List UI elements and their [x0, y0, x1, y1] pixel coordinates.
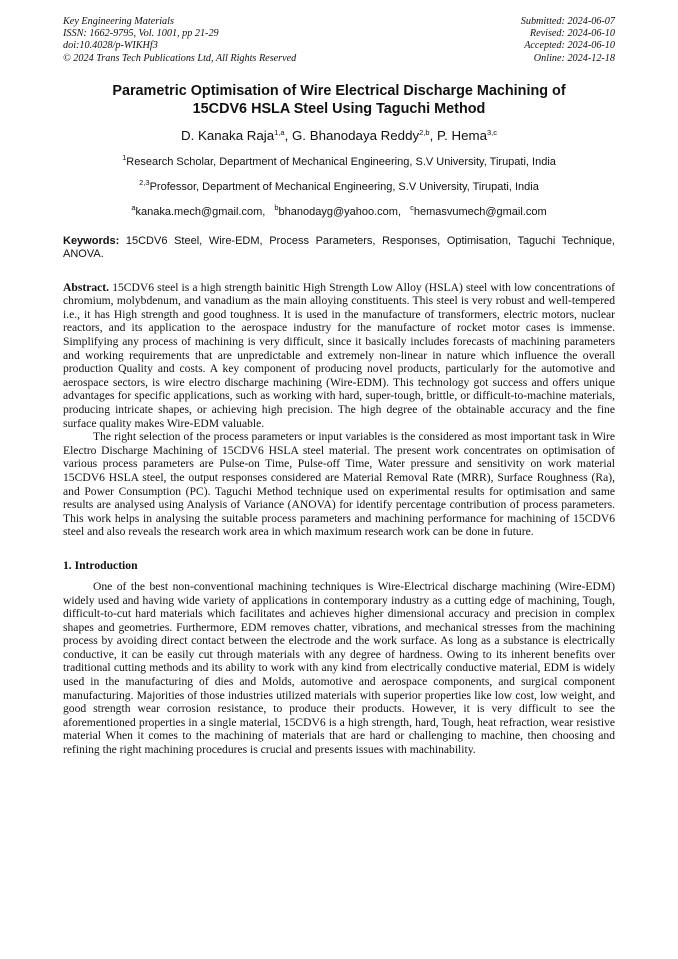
author-name: G. Bhanodaya Reddy [291, 127, 420, 143]
author-sup: 1,a [274, 127, 285, 137]
journal-copyright: © 2024 Trans Tech Publications Ltd, All Rights Reserved [63, 52, 297, 64]
journal-name: Key Engineering Materials [63, 16, 174, 27]
publication-dates [521, 16, 615, 65]
affiliation-sup: 1 [122, 152, 127, 162]
abstract-label: Abstract. [63, 280, 110, 294]
journal-doi[interactable]: doi:10.4028/p-WIKHf3 [63, 40, 158, 52]
affiliation-text: Research Scholar, Department of Mechanical Engineering, S.V University, Tirupati, India [126, 155, 556, 168]
paper-title [63, 82, 615, 118]
journal-info [63, 16, 296, 65]
paper-page [63, 16, 615, 757]
author-sup: 2,b [419, 127, 430, 137]
affiliation-sup: 2,3 [139, 177, 150, 187]
date-revised: Revised: 2024-06-10 [529, 28, 615, 40]
title-line-2: 15CDV6 HSLA Steel Using Taguchi Method [192, 100, 486, 117]
section-heading-introduction: 1. Introduction [63, 558, 138, 572]
keywords [63, 235, 615, 262]
date-submitted: Submitted: 2024-06-07 [520, 16, 615, 27]
abstract-text: 15CDV6 steel is a high strength bainitic High Strength Low Alloy (HSLA) steel with low concentrations of chromium, molybdenum, and vanadium as the main alloying constituents. This steel is very robust and well-tempered i.e., it has High strength and good toughness. It is used in the manufacture of transformers, electric motors, nuclear reactors, and its application to the aerospace industry for the manufacture of rocket motor cases is immense. Simplifying any process of machining is very difficult, since it basically includes forecasts of machining parameters and working requirements that are unpredictable and extremely non-linear in nature which influence the overall production Quality and costs. A key component of producing novel products, particularly for the automotive and aerospace sectors, is wire electro discharge machining (Wire-EDM). This technology got success and offers unique advantages for specific applications, such as working with hard, super-tough, brittle, or difficult-to-machine materials, producing intricate shapes, or achieving high precision. The high degree of the obtainable accuracy and the fine surface quality makes Wire-EDM valuable. [63, 280, 615, 430]
affiliation [63, 176, 615, 194]
email-sup: a [131, 202, 136, 212]
author-sep: , [284, 127, 292, 143]
introduction-paragraph: One of the best non-conventional machining techniques is Wire-Electrical discharge machining (Wire-EDM) widely used and having wide variety of applications in contemporary industry as a cutting edge of machining, Tough, difficult-to-cut hard materials which facilitates and achieves higher dimensional accuracy and precision in complex shapes and geometries. Furthermore, EDM removes chatter, vibrations, and mechanical stresses from the machining process by avoiding direct contact between the electrode and the work surface. As long as a substance is electrically conductive, it can be easily cut through materials with any degree of hardness. Owing to its inherent benefits over traditional cutting methods and its ability to work with any kind from electrically conductive material, EDM is widely used in the manufacturing of dies and Molds, automotive and aerospace components, and surgical component manufacturing. Majorities of those industries utilized materials with superior properties like low cost, low weight, and good strength wear corrosion resistance, to produce their products. However, it is very difficult to see the aforementioned properties in a single material, 15CDV6 is a high strength, hard, Tough, heat refraction, wear resistive material When it comes to the machining of materials that are hard or challenging to machine, then choosing and refining the right machining procedures is crucial and presents issues with machinability. [63, 579, 615, 757]
date-accepted: Accepted: 2024-06-10 [524, 40, 615, 52]
title-line-1: Parametric Optimisation of Wire Electrical Discharge Machining of [112, 82, 566, 99]
date-online: Online: 2024-12-18 [533, 52, 615, 64]
affiliation [63, 151, 615, 169]
email-link[interactable]: hemasvumech@gmail.com [413, 205, 547, 218]
abstract-paragraph-2: The right selection of the process parameters or input variables is the considered as most important task in Wire Electro Discharge Machining of 15CDV6 HSLA steel material. The present work concentrates on optimisation of various process parameters are Pulse-on Time, Pulse-off Time, Water pressure and sensitivity on work material 15CDV6 HSLA steel, the output responses considered are Material Removal Rate (MRR), Surface Roughness (Ra), and Power Consumption (PC). Taguchi Method technique used on experimental results for optimisation and same results are analysed using Analysis of Variance (ANOVA) for identify percentage contribution of process parameters. This work helps in analysing the suitable process parameters and machining performance for machining of 15CDV6 steel and also reveals the research work area in which maximum research work can be done in future. [63, 430, 615, 539]
journal-issn: ISSN: 1662-9795, Vol. 1001, pp 21-29 [63, 28, 219, 40]
keywords-label: Keywords: [63, 234, 120, 247]
author-sup: 3,c [486, 127, 497, 137]
email-sup: b [274, 202, 279, 212]
author-sep: , [429, 127, 437, 143]
abstract-paragraph-1 [63, 281, 615, 431]
email-sup: c [410, 202, 414, 212]
keywords-text: 15CDV6 Steel, Wire-EDM, Process Parameters, Responses, Optimisation, Taguchi Technique, ANOVA. [63, 234, 615, 261]
author-name: D. Kanaka Raja [181, 127, 275, 143]
author-emails [63, 201, 615, 219]
journal-header [63, 16, 615, 65]
author-name: P. Hema [436, 127, 487, 143]
email-link[interactable]: kanaka.mech@gmail.com, [135, 205, 266, 218]
affiliation-text: Professor, Department of Mechanical Engineering, S.V University, Tirupati, India [149, 180, 539, 193]
author-list [63, 124, 615, 144]
email-link[interactable]: bhanodayg@yahoo.com, [278, 205, 402, 218]
